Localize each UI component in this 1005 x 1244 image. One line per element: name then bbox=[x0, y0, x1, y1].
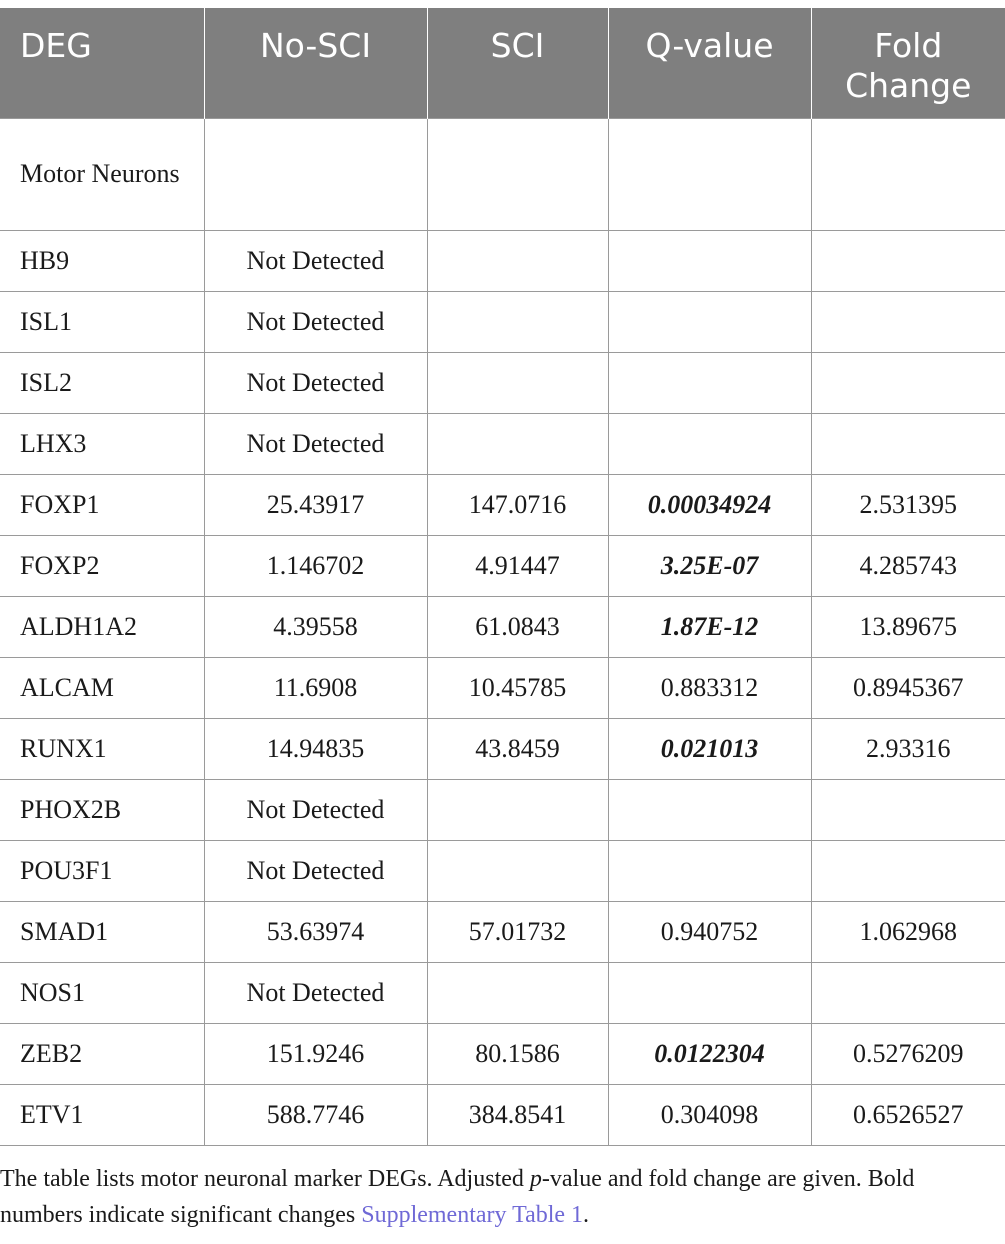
supplementary-table-link[interactable]: Supplementary Table 1 bbox=[361, 1202, 584, 1228]
table-row bbox=[0, 230, 1005, 291]
table-header-row bbox=[0, 8, 1005, 118]
group-empty-cell bbox=[608, 118, 811, 230]
sci-cell bbox=[427, 291, 608, 352]
fold-change-cell: 4.285743 bbox=[811, 535, 1005, 596]
no-sci-cell: Not Detected bbox=[204, 291, 427, 352]
table-caption bbox=[0, 1161, 1000, 1233]
header-deg: DEG bbox=[0, 8, 204, 118]
deg-cell: FOXP2 bbox=[0, 535, 204, 596]
fold-change-cell bbox=[811, 840, 1005, 901]
header-fold-change: Fold Change bbox=[811, 8, 1005, 118]
table-body bbox=[0, 118, 1005, 1145]
table-row bbox=[0, 962, 1005, 1023]
q-value-cell: 0.883312 bbox=[608, 657, 811, 718]
no-sci-cell: 11.6908 bbox=[204, 657, 427, 718]
header-sci: SCI bbox=[427, 8, 608, 118]
fold-change-cell: 13.89675 bbox=[811, 596, 1005, 657]
fold-change-cell bbox=[811, 352, 1005, 413]
q-value-cell: 3.25E-07 bbox=[608, 535, 811, 596]
q-value-cell bbox=[608, 413, 811, 474]
table-row bbox=[0, 779, 1005, 840]
sci-cell: 80.1586 bbox=[427, 1023, 608, 1084]
deg-cell: ALCAM bbox=[0, 657, 204, 718]
sci-cell: 384.8541 bbox=[427, 1084, 608, 1145]
table-row bbox=[0, 352, 1005, 413]
table-row bbox=[0, 1084, 1005, 1145]
table-row bbox=[0, 840, 1005, 901]
q-value-cell: 0.940752 bbox=[608, 901, 811, 962]
table-row bbox=[0, 413, 1005, 474]
fold-change-cell: 2.531395 bbox=[811, 474, 1005, 535]
fold-change-cell bbox=[811, 962, 1005, 1023]
sci-cell: 4.91447 bbox=[427, 535, 608, 596]
deg-cell: ZEB2 bbox=[0, 1023, 204, 1084]
q-value-cell: 1.87E-12 bbox=[608, 596, 811, 657]
fold-change-cell: 2.93316 bbox=[811, 718, 1005, 779]
q-value-cell bbox=[608, 352, 811, 413]
sci-cell: 10.45785 bbox=[427, 657, 608, 718]
fold-change-cell: 0.5276209 bbox=[811, 1023, 1005, 1084]
sci-cell bbox=[427, 413, 608, 474]
no-sci-cell: Not Detected bbox=[204, 413, 427, 474]
q-value-cell bbox=[608, 230, 811, 291]
fold-change-cell: 1.062968 bbox=[811, 901, 1005, 962]
q-value-cell: 0.021013 bbox=[608, 718, 811, 779]
deg-cell: LHX3 bbox=[0, 413, 204, 474]
deg-cell: SMAD1 bbox=[0, 901, 204, 962]
fold-change-cell bbox=[811, 413, 1005, 474]
deg-cell: RUNX1 bbox=[0, 718, 204, 779]
fold-change-cell bbox=[811, 779, 1005, 840]
table-row bbox=[0, 474, 1005, 535]
no-sci-cell: 53.63974 bbox=[204, 901, 427, 962]
deg-cell: ETV1 bbox=[0, 1084, 204, 1145]
table-row bbox=[0, 1023, 1005, 1084]
q-value-cell: 0.304098 bbox=[608, 1084, 811, 1145]
q-value-cell: 0.00034924 bbox=[608, 474, 811, 535]
no-sci-cell: Not Detected bbox=[204, 230, 427, 291]
no-sci-cell: 25.43917 bbox=[204, 474, 427, 535]
deg-cell: ISL1 bbox=[0, 291, 204, 352]
sci-cell bbox=[427, 352, 608, 413]
no-sci-cell: Not Detected bbox=[204, 352, 427, 413]
deg-cell: PHOX2B bbox=[0, 779, 204, 840]
caption-text-1: The table lists motor neuronal marker DEGs. Adjusted bbox=[0, 1166, 530, 1192]
deg-cell: ISL2 bbox=[0, 352, 204, 413]
sci-cell bbox=[427, 230, 608, 291]
table-row bbox=[0, 596, 1005, 657]
group-empty-cell bbox=[811, 118, 1005, 230]
fold-change-cell: 0.6526527 bbox=[811, 1084, 1005, 1145]
q-value-cell bbox=[608, 962, 811, 1023]
no-sci-cell: 1.146702 bbox=[204, 535, 427, 596]
table-row bbox=[0, 657, 1005, 718]
q-value-cell bbox=[608, 779, 811, 840]
deg-cell: NOS1 bbox=[0, 962, 204, 1023]
group-empty-cell bbox=[204, 118, 427, 230]
deg-cell: HB9 bbox=[0, 230, 204, 291]
fold-change-cell: 0.8945367 bbox=[811, 657, 1005, 718]
sci-cell: 147.0716 bbox=[427, 474, 608, 535]
sci-cell: 61.0843 bbox=[427, 596, 608, 657]
deg-cell: POU3F1 bbox=[0, 840, 204, 901]
header-q-value: Q-value bbox=[608, 8, 811, 118]
no-sci-cell: 14.94835 bbox=[204, 718, 427, 779]
group-empty-cell bbox=[427, 118, 608, 230]
q-value-cell: 0.0122304 bbox=[608, 1023, 811, 1084]
caption-p-italic: p bbox=[529, 1166, 542, 1192]
table-row bbox=[0, 901, 1005, 962]
sci-cell: 57.01732 bbox=[427, 901, 608, 962]
fold-change-cell bbox=[811, 230, 1005, 291]
table-row bbox=[0, 535, 1005, 596]
caption-text-3: . bbox=[583, 1202, 590, 1228]
sci-cell bbox=[427, 840, 608, 901]
table-row bbox=[0, 291, 1005, 352]
deg-cell: FOXP1 bbox=[0, 474, 204, 535]
table-row bbox=[0, 718, 1005, 779]
deg-cell: ALDH1A2 bbox=[0, 596, 204, 657]
no-sci-cell: Not Detected bbox=[204, 962, 427, 1023]
header-no-sci: No-SCI bbox=[204, 8, 427, 118]
no-sci-cell: 151.9246 bbox=[204, 1023, 427, 1084]
q-value-cell bbox=[608, 840, 811, 901]
sci-cell bbox=[427, 962, 608, 1023]
fold-change-cell bbox=[811, 291, 1005, 352]
no-sci-cell: 4.39558 bbox=[204, 596, 427, 657]
q-value-cell bbox=[608, 291, 811, 352]
caption-text-2: -value and fold change are given. Bold numbers indicate significant changes bbox=[0, 1166, 915, 1228]
sci-cell: 43.8459 bbox=[427, 718, 608, 779]
group-label: Motor Neurons bbox=[0, 118, 204, 230]
deg-table bbox=[0, 8, 1005, 1146]
no-sci-cell: Not Detected bbox=[204, 840, 427, 901]
group-row bbox=[0, 118, 1005, 230]
no-sci-cell: 588.7746 bbox=[204, 1084, 427, 1145]
sci-cell bbox=[427, 779, 608, 840]
no-sci-cell: Not Detected bbox=[204, 779, 427, 840]
